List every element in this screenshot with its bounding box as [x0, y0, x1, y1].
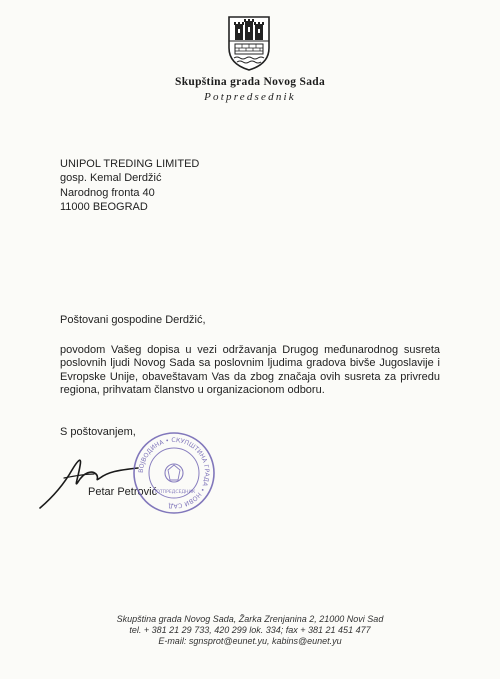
closing: S poštovanjem,	[60, 426, 136, 438]
recipient-street: Narodnog fronta 40	[60, 186, 155, 199]
body-line: regiona, prihvatam članstvo u organizacionom odboru.	[60, 384, 325, 397]
footer	[0, 614, 500, 646]
stamp-inner-text: ПОТПРЕДСЕДНИК	[152, 490, 196, 495]
letter-body	[60, 344, 440, 398]
organization-role: Potpredsednik	[204, 91, 296, 103]
recipient-company: UNIPOL TREDING LIMITED	[60, 158, 200, 170]
footer-address: Skupština grada Novog Sada, Žarka Zrenjanina 2, 21000 Novi Sad	[116, 614, 384, 624]
recipient-address	[60, 157, 199, 214]
coat-of-arms-icon	[226, 14, 272, 72]
footer-phone: tel. + 381 21 29 733, 420 299 lok. 334; fax + 381 21 451 477	[129, 624, 371, 635]
signer-name: Petar Petrović	[88, 486, 158, 498]
organization-name: Skupština grada Novog Sada	[175, 76, 325, 88]
body-line: poslovnih ljudi Novog Sada sa poslovnim ljudima gradova bivše Jugoslavije i	[60, 357, 440, 370]
official-stamp	[131, 430, 217, 516]
body-line: povodom Vašeg dopisa u vezi održavanja Drugog međunarodnog susreta	[60, 344, 440, 356]
recipient-person: gosp. Kemal Derdžić	[60, 172, 162, 185]
salutation: Poštovani gospodine Derdžić,	[60, 314, 206, 326]
recipient-city: 11000 BEOGRAD	[60, 200, 148, 213]
footer-email: E-mail: sgnsprot@eunet.yu, kabins@eunet.yu	[158, 635, 342, 646]
stamp-outer-text: ВОЈВОДИНА • СКУПШТИНА ГРАДА • НОВИ САД	[137, 436, 211, 510]
handwritten-signature	[34, 448, 144, 512]
body-line: Evropske Unije, obaveštavam Vas da zbog značaja ovih susreta za privredu	[60, 370, 440, 383]
